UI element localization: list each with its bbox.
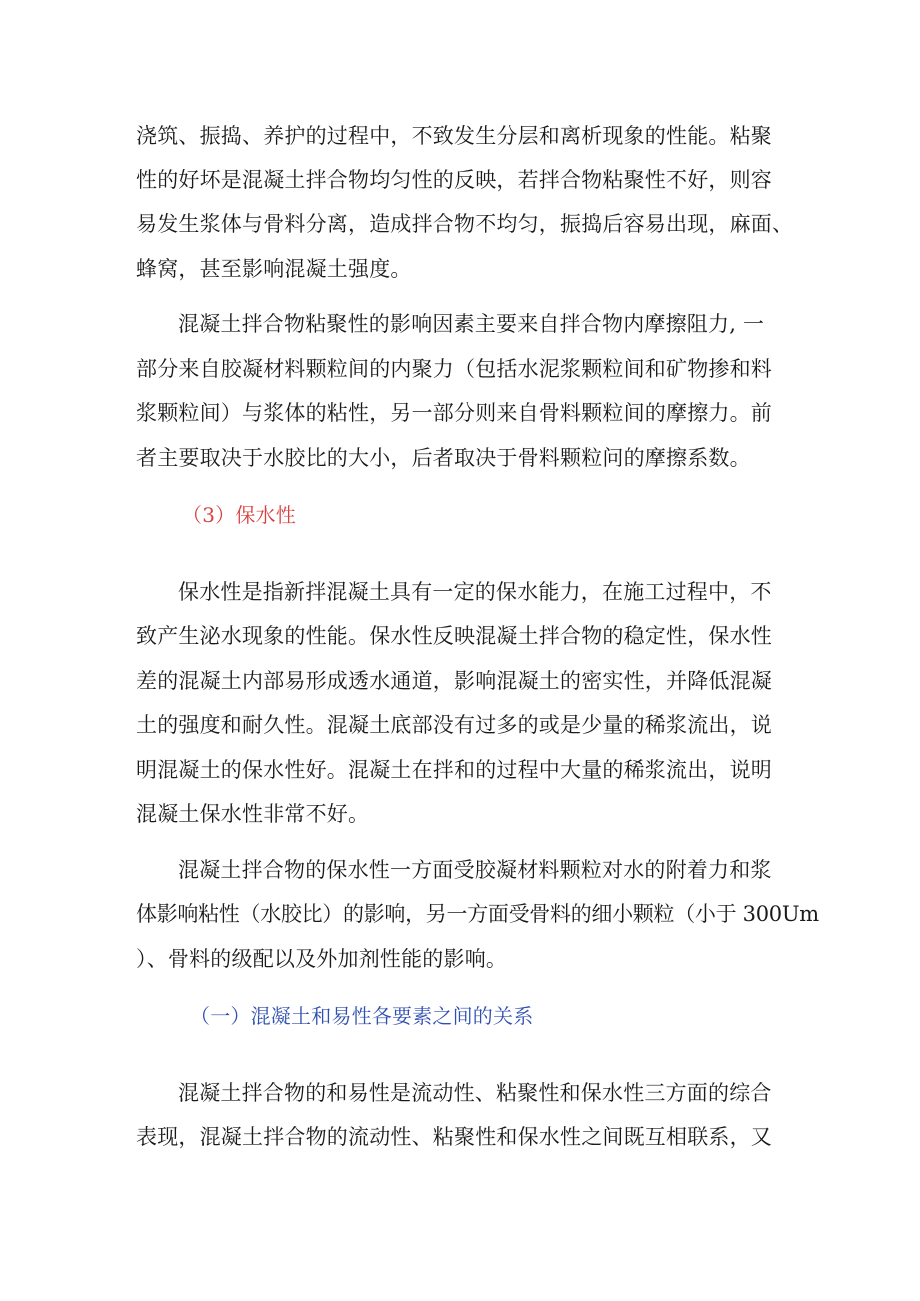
- paragraph-line: 差的混凝土内部易形成透水通道，影响混凝土的密实性，并降低混凝: [136, 669, 772, 693]
- paragraph-line: 表现，混凝土拌合物的流动性、粘聚性和保水性之间既互相联系，又: [136, 1125, 772, 1149]
- paragraph-line: 混凝土拌合物的和易性是流动性、粘聚性和保水性三方面的综合: [178, 1081, 772, 1105]
- paragraph-line: 保水性是指新拌混凝土具有一定的保水能力，在施工过程中，不: [178, 580, 772, 604]
- section-heading: （一）混凝土和易性各要素之间的关系: [190, 1004, 534, 1028]
- section-heading: （3）保水性: [182, 503, 296, 527]
- paragraph-line: 者主要取决于水胶比的大小，后者取决于骨料颗粒问的摩擦系数。: [136, 446, 751, 470]
- paragraph-line: 浇筑、振捣、养护的过程中，不致发生分层和离析现象的性能。粘聚: [136, 124, 772, 148]
- paragraph-line: 蜂窝，甚至影响混凝土强度。: [136, 257, 412, 281]
- paragraph-line: 混凝土保水性非常不好。: [136, 802, 370, 826]
- paragraph-line: 混凝土拌合物粘聚性的影响因素主要来自拌合物内摩擦阻力, 一: [178, 312, 765, 336]
- paragraph-line: 性的好坏是混凝土拌合物均匀性的反映，若拌合物粘聚性不好，则容: [136, 168, 772, 192]
- paragraph-line: 土的强度和耐久性。混凝土底部没有过多的或是少量的稀浆流出，说: [136, 713, 772, 737]
- paragraph-line: 易发生浆体与骨料分离，造成拌合物不均匀，振捣后容易出现，麻面、: [136, 212, 794, 236]
- paragraph-line: 体影响粘性（水胶比）的影响，另一方面受骨料的细小颗粒（小于 300Um: [136, 902, 819, 926]
- paragraph-line: 浆颗粒间）与浆体的粘性，另一部分则来自骨料颗粒间的摩擦力。前: [136, 401, 772, 425]
- paragraph-line: 明混凝土的保水性好。混凝土在拌和的过程中大量的稀浆流出，说明: [136, 758, 772, 782]
- paragraph-line: 混凝土拌合物的保水性一方面受胶凝材料颗粒对水的附着力和浆: [178, 858, 772, 882]
- paragraph-line: 部分来自胶凝材料颗粒间的内聚力（包括水泥浆颗粒间和矿物掺和料: [136, 357, 772, 381]
- paragraph-line: 致产生泌水现象的性能。保水性反映混凝土拌合物的稳定性，保水性: [136, 624, 772, 648]
- paragraph-line: ）、骨料的级配以及外加剂性能的影响。: [136, 947, 508, 971]
